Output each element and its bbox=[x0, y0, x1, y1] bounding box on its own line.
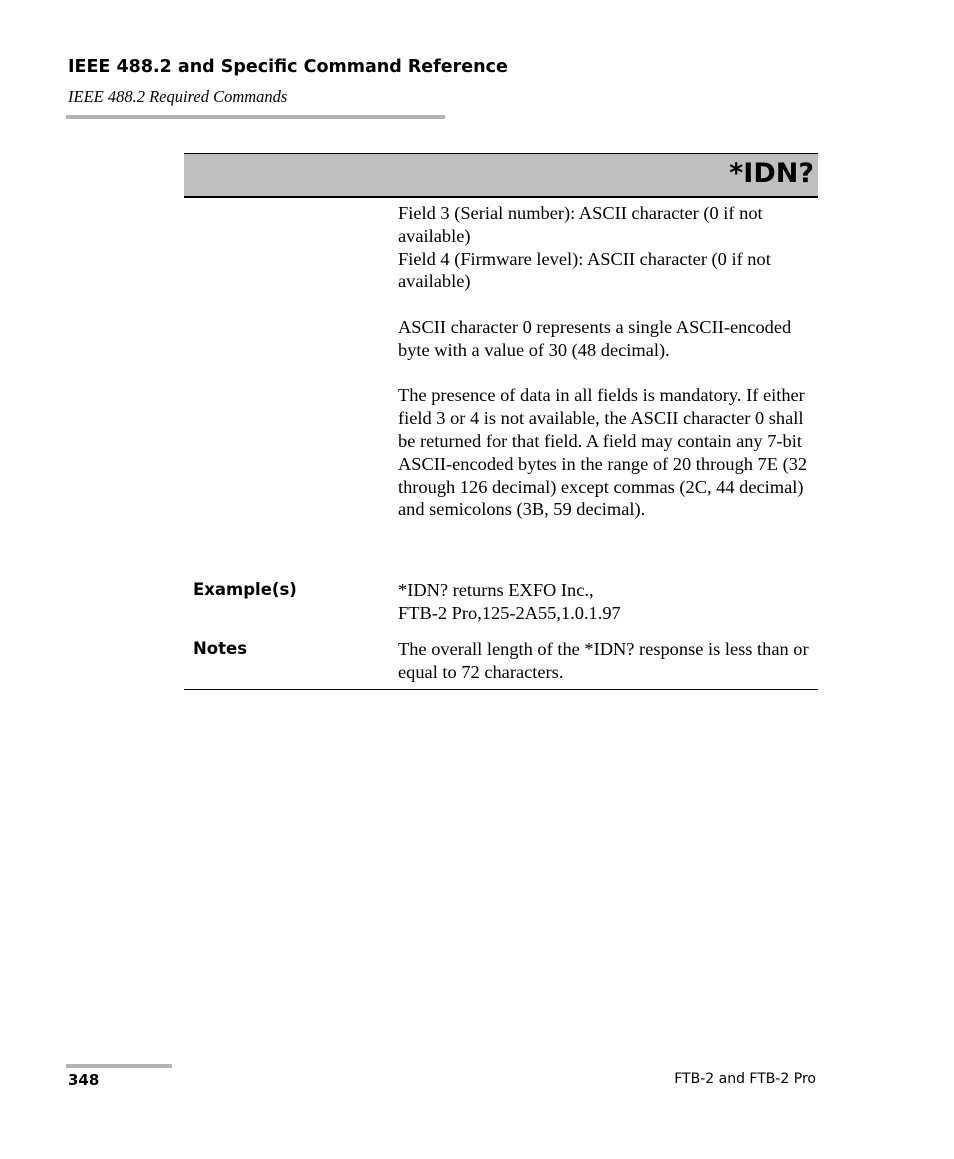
command-name: *IDN? bbox=[729, 158, 814, 189]
example-line: *IDN? returns EXFO Inc., bbox=[398, 580, 594, 600]
mandatory-fields-description: The presence of data in all fields is mandatory. If either field 3 or 4 is not available, the ASCII character 0 shall be returned for that field. A field may contain any 7-bit ASCII-encoded bytes in the range of 20 through 7E (32 through 126 decimal) except commas (2C, 44 decimal) and semicolons (3B, 59 decimal). bbox=[398, 385, 808, 520]
page-number: 348 bbox=[68, 1071, 100, 1089]
field-4-description: Field 4 (Firmware level): ASCII character (0 if not available) bbox=[398, 248, 771, 292]
notes-label: Notes bbox=[193, 639, 248, 658]
examples-label: Example(s) bbox=[193, 580, 297, 599]
section-title: IEEE 488.2 and Specific Command Reference bbox=[68, 57, 508, 77]
command-header-bar bbox=[184, 153, 818, 198]
description-block bbox=[398, 202, 814, 521]
examples-block bbox=[398, 579, 814, 625]
notes-block bbox=[398, 638, 814, 684]
section-subtitle: IEEE 488.2 Required Commands bbox=[68, 87, 288, 106]
paragraph-gap bbox=[398, 362, 814, 385]
header-divider bbox=[66, 115, 445, 119]
table-bottom-rule bbox=[184, 689, 818, 690]
example-line: FTB-2 Pro,125-2A55,1.0.1.97 bbox=[398, 602, 621, 623]
footer-divider bbox=[66, 1064, 172, 1068]
ascii-zero-description: ASCII character 0 represents a single ASCII-encoded byte with a value of 30 (48 decimal). bbox=[398, 316, 792, 360]
field-3-description: Field 3 (Serial number): ASCII character (0 if not available) bbox=[398, 203, 763, 246]
notes-text: The overall length of the *IDN? response is less than or equal to 72 characters. bbox=[398, 639, 809, 682]
product-name: FTB-2 and FTB-2 Pro bbox=[674, 1071, 816, 1087]
paragraph-gap bbox=[398, 293, 814, 316]
